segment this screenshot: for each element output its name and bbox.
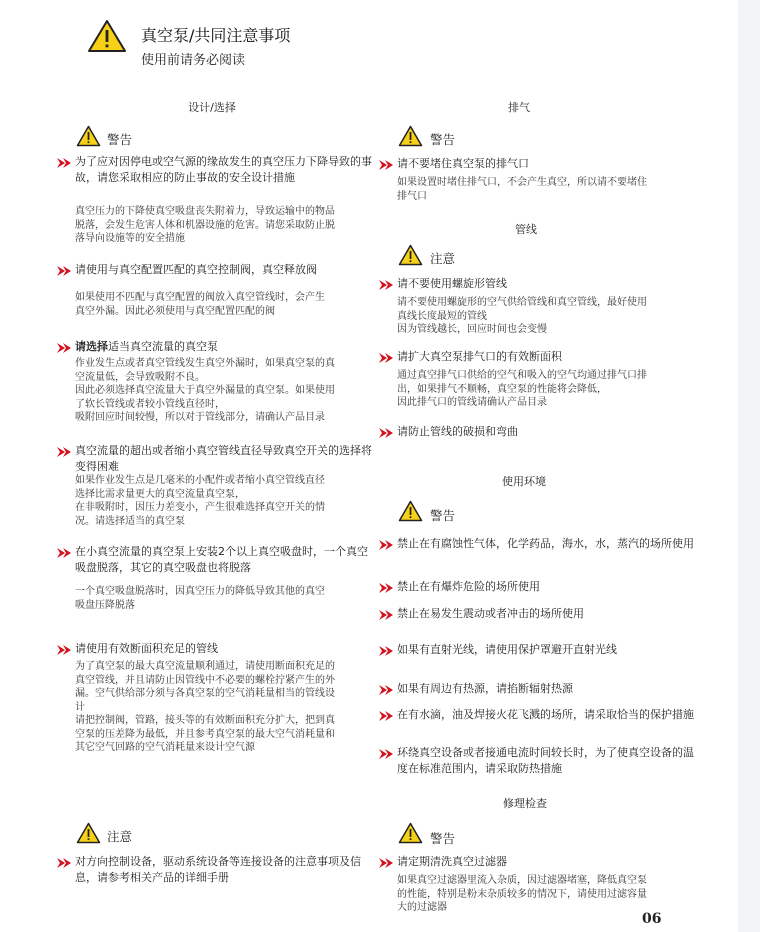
list-item	[397, 276, 697, 292]
list-item-text: 真空流量的超出或者缩小真空管线直径导致真空开关的选择将变得困难	[75, 444, 372, 473]
list-item	[397, 854, 697, 870]
page-number: 06	[642, 911, 662, 927]
list-item-text: 请扩大真空泵排气口的有效断面积	[397, 350, 562, 363]
list-item-text: 如果有周边有热源，请掐断辐射热源	[397, 682, 573, 695]
list-item	[75, 339, 375, 355]
list-item	[397, 536, 697, 552]
section-title-environment: 使用环境	[502, 475, 546, 488]
list-item	[75, 154, 375, 185]
red-arrow-icon	[379, 582, 394, 598]
list-item-text: 请不要使用螺旋形管线	[397, 277, 507, 290]
red-arrow-icon	[57, 857, 72, 873]
red-arrow-icon	[57, 446, 72, 462]
red-arrow-icon	[379, 279, 394, 295]
list-item-note: 作业发生点或者真空管线发生真空外漏时，如果真空泵的真 空流量低，会导致吸附不良。 因此必须选择真空流量大于真空外漏量的真空泵。如果使用 了软长管线或者较小管线直径时， 吸附回应时间较慢，所以对于管线部分，请确认产品目录	[75, 358, 335, 423]
list-item-text: 请使用与真空配置匹配的真空控制阀，真空释放阀	[75, 263, 317, 276]
list-item	[397, 681, 697, 697]
warning-triangle-icon	[398, 125, 423, 147]
red-arrow-icon	[379, 609, 394, 625]
section-title-maintenance: 修理检查	[503, 797, 547, 810]
list-item	[75, 854, 375, 885]
page-edge-strip	[738, 0, 760, 932]
section-title-design: 设计/选择	[188, 101, 236, 114]
caution-label: 注意	[430, 251, 456, 266]
list-item-text: 禁止在有腐蚀性气体，化学药品，海水，水，蒸汽的场所使用	[397, 537, 694, 550]
warning-triangle-icon	[398, 500, 423, 522]
red-arrow-icon	[379, 645, 394, 661]
list-item-text: 请不要堵住真空泵的排气口	[397, 157, 529, 170]
list-item	[397, 745, 697, 776]
list-item	[397, 156, 697, 172]
list-item-note: 通过真空排气口供给的空气和吸入的空气均通过排气口排 出，如果排气不顺畅，真空泵的性能将会降低， 因此排气口的管线请确认产品目录	[397, 370, 647, 408]
list-item-text: 如果有直射光线，请使用保护罩避开直射光线	[397, 643, 617, 656]
list-item	[397, 579, 697, 595]
warning-label: 警告	[430, 831, 456, 846]
list-item-note: 如果作业发生点是几毫米的小配件或者缩小真空管线直径 选择比需求量更大的真空流量真空泵， 在非吸附时，因压力差变小，产生很难选择真空开关的情 况。请选择适当的真空泵	[75, 475, 325, 527]
list-item-text: 禁止在易发生震动或者冲击的场所使用	[397, 607, 584, 620]
red-arrow-icon	[379, 748, 394, 764]
list-item-note: 真空压力的下降使真空吸盘丧失附着力，导致运输中的物品 脱落，会发生危害人体和机器设施的危害。请您采取防止脱 落导向设施等的安全措施	[75, 206, 335, 244]
list-item-note: 如果使用不匹配与真空配置的阀放入真空管线时，会产生 真空外漏。因此必须使用与真空配置匹配的阀	[75, 292, 325, 317]
caution-triangle-icon	[398, 244, 423, 266]
list-item-text: 在小真空流量的真空泵上安装2个以上真空吸盘时，一个真空吸盘脱落，其它的真空吸盘也将脱落	[75, 545, 368, 574]
warning-label: 警告	[430, 132, 456, 147]
red-arrow-icon	[379, 710, 394, 726]
list-item-text: 请定期清洗真空过滤器	[397, 855, 507, 868]
list-item-text: 为了应对因停电或空气源的缘故发生的真空压力下降导致的事故，请您采取相应的防止事故的安全设计措施	[75, 155, 372, 184]
caution-label: 注意	[107, 829, 133, 844]
list-item	[75, 262, 375, 278]
red-arrow-icon	[379, 159, 394, 175]
warning-triangle-icon	[87, 19, 127, 53]
list-item	[397, 606, 697, 622]
list-item-text: 对方向控制设备，驱动系统设备等连接设备的注意事项及信息，请参考相关产品的详细手册	[75, 855, 361, 884]
warning-label: 警告	[107, 132, 133, 147]
list-item-text: 请防止管线的破损和弯曲	[397, 425, 518, 438]
list-item-text: 请使用有效断面积充足的管线	[75, 642, 218, 655]
list-item-note: 为了真空泵的最大真空流量顺利通过，请使用断面积充足的 真空管线，并且请防止因管线中不必要的螺栓拧紧产生的外 漏。空气供给部分须与各真空泵的空气消耗量相当的管线设 计 请把控制阀，管路，接头等的有效断面积充分扩大，把到真 空泵的压差降为最低，并且参考真空泵的最大空气消耗量和 其它空气回路的空气消耗量来设计空气源	[75, 661, 335, 753]
list-item-note: 如果真空过滤器里流入杂质，因过滤器堵塞，降低真空泵 的性能，特别是粉末杂质较多的情况下，请使用过滤容量 大的过滤器	[397, 875, 647, 913]
page-title: 真空泵/共同注意事项	[141, 26, 291, 45]
red-arrow-icon	[379, 539, 394, 555]
red-arrow-icon	[379, 857, 394, 873]
list-item-bold-prefix: 请选择	[75, 340, 108, 353]
list-item-note: 一个真空吸盘脱落时，因真空压力的降低导致其他的真空 吸盘压降脱落	[75, 586, 325, 611]
list-item-note: 请不要使用螺旋形的空气供给管线和真空管线，最好使用 真线长度最短的管线 因为管线越长，回应时间也会变慢	[397, 297, 647, 335]
warning-triangle-icon	[398, 822, 423, 844]
list-item	[397, 424, 697, 440]
red-arrow-icon	[57, 342, 72, 358]
red-arrow-icon	[57, 157, 72, 173]
list-item-text: 适当真空流量的真空泵	[108, 340, 218, 353]
list-item	[397, 707, 697, 723]
section-title-exhaust: 排气	[508, 101, 530, 114]
list-item-text: 环绕真空设备或者接通电流时间较长时，为了使真空设备的温度在标准范围内，请采取防热措施	[397, 746, 694, 775]
red-arrow-icon	[379, 427, 394, 443]
list-item	[397, 642, 697, 658]
red-arrow-icon	[379, 352, 394, 368]
list-item	[397, 349, 697, 365]
page-subtitle: 使用前请务必阅读	[141, 53, 246, 68]
section-title-piping: 管线	[515, 223, 537, 236]
list-item-note: 如果设置时堵住排气口，不会产生真空，所以请不要堵住 排气口	[397, 177, 647, 202]
list-item	[75, 544, 375, 575]
list-item	[75, 641, 375, 657]
caution-triangle-icon	[76, 822, 101, 844]
warning-triangle-icon	[76, 125, 101, 147]
list-item	[75, 443, 375, 474]
red-arrow-icon	[57, 265, 72, 281]
red-arrow-icon	[57, 644, 72, 660]
red-arrow-icon	[57, 547, 72, 563]
list-item-text: 禁止在有爆炸危险的场所使用	[397, 580, 540, 593]
warning-label: 警告	[430, 508, 456, 523]
red-arrow-icon	[379, 684, 394, 700]
list-item-text: 在有水滴，油及焊接火花飞溅的场所，请采取恰当的保护措施	[397, 708, 694, 721]
